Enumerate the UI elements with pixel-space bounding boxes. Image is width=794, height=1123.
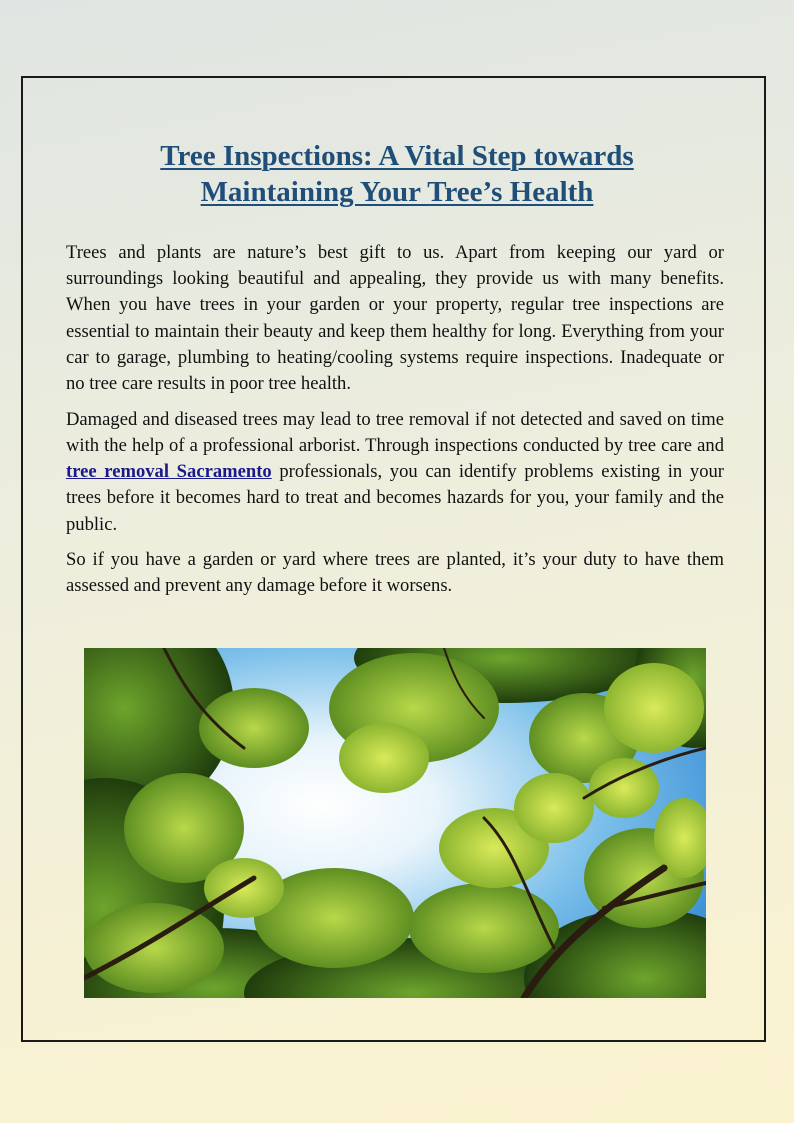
tree-removal-link[interactable]: tree removal Sacramento (66, 461, 272, 483)
paragraph-2-text-b: professionals, you can identify problems existing in your trees before it becomes hard to treat and becomes hazards for you, your family and the public. (66, 461, 724, 535)
page-title (0, 138, 794, 210)
paragraph-2-text-a: Damaged and diseased trees may lead to tree removal if not detected and saved on time with the help of a professional arborist. Through inspections conducted by tree care and (66, 408, 724, 456)
paragraph-2 (66, 407, 724, 538)
article-body (66, 240, 724, 609)
title-line-1: Tree Inspections: A Vital Step towards (160, 140, 634, 172)
title-line-2: Maintaining Your Tree’s Health (200, 176, 594, 208)
tree-canopy-photo (84, 648, 706, 998)
tree-canopy-illustration (84, 648, 706, 998)
paragraph-3: So if you have a garden or yard where trees are planted, it’s your duty to have them assessed and prevent any damage before it worsens. (66, 549, 724, 597)
paragraph-1: Trees and plants are nature’s best gift to us. Apart from keeping our yard or surroundings looking beautiful and appealing, they provide us with many benefits. When you have trees in your garden or your property, regular tree inspections are essential to maintain their beauty and keep them healthy for long. Everything from your car to garage, plumbing to heating/cooling systems require inspections. Inadequate or no tree care results in poor tree health. (66, 242, 724, 395)
